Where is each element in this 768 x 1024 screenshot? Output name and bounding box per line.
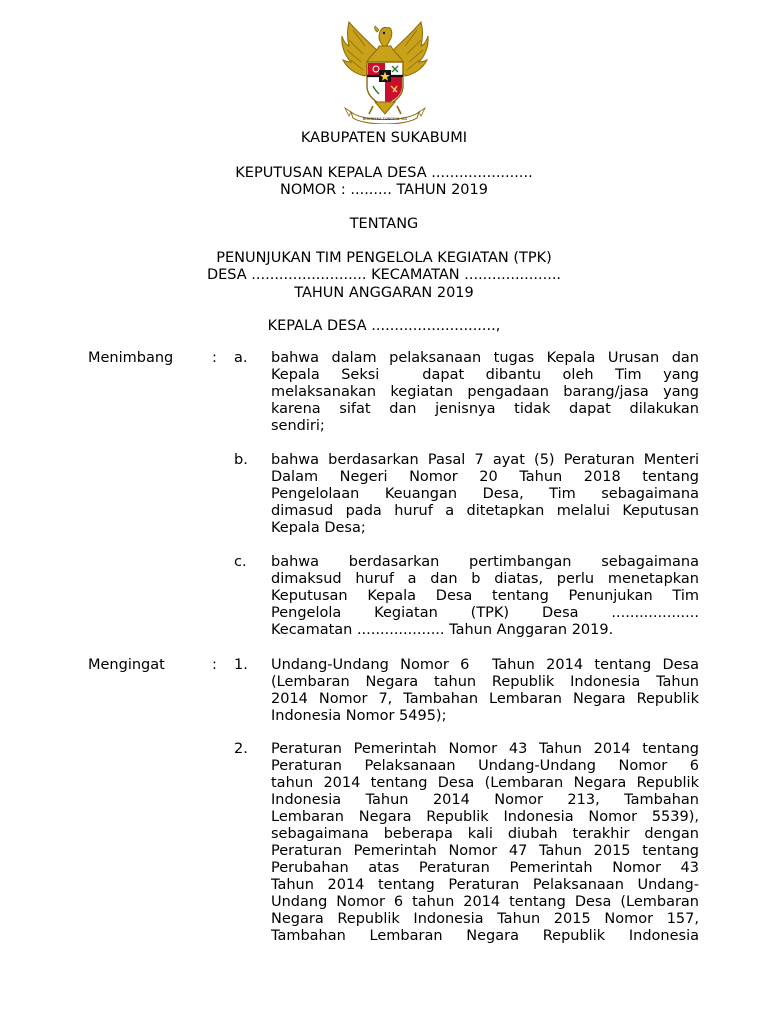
item-marker: 1. — [234, 657, 248, 673]
menimbang-label: Menimbang — [88, 350, 174, 366]
text-line: Peraturan Pelaksanaan Undang-Undang Nomor 6 — [271, 758, 699, 774]
text-line: Keputusan Kepala Desa tentang Penunjukan Tim — [271, 588, 699, 604]
text-line: Lembaran Negara Republik Indonesia Nomor 5539), — [271, 809, 699, 825]
consideration-a — [271, 350, 699, 435]
text-line: Dalam Negeri Nomor 20 Tahun 2018 tentang — [271, 469, 699, 485]
text-line: karena sifat dan jenisnya tidak dapat dilakukan — [271, 401, 699, 417]
text-line: bahwa berdasarkan pertimbangan sebagaimana — [271, 554, 699, 570]
regency-title: KABUPATEN SUKABUMI — [300, 130, 468, 146]
issuer-line: KEPALA DESA ..........................., — [267, 318, 501, 334]
decree-title: KEPUTUSAN KEPALA DESA ...................... — [235, 165, 533, 181]
text-line: Kepala Desa; — [271, 520, 366, 536]
menimbang-colon: : — [212, 350, 217, 366]
text-line: sendiri; — [271, 418, 325, 434]
text-line: bahwa berdasarkan Pasal 7 ayat (5) Peraturan Menteri — [271, 452, 699, 468]
item-marker: a. — [234, 350, 248, 366]
subject-line-2: DESA ......................... KECAMATAN ..................... — [206, 267, 562, 283]
text-line: Pengelolaan Keuangan Desa, Tim sebagaimana — [271, 486, 699, 502]
text-line: Pengelola Kegiatan (TPK) Desa ................... — [271, 605, 699, 621]
garuda-emblem-icon — [339, 16, 431, 124]
text-line: Indonesia Tahun 2014 Nomor 213, Tambahan — [271, 792, 699, 808]
text-line: sebagaimana beberapa kali diubah terakhir dengan — [271, 826, 699, 842]
text-line: Indonesia Nomor 5495); — [271, 708, 447, 724]
text-line: (Lembaran Negara tahun Republik Indonesia Tahun — [271, 674, 699, 690]
text-line: Perubahan atas Peraturan Pemerintah Nomor 43 — [271, 860, 699, 876]
mengingat-label: Mengingat — [88, 657, 165, 673]
text-line: Undang Nomor 6 tahun 2014 tentang Desa (Lembaran — [271, 894, 699, 910]
item-marker: b. — [234, 452, 248, 468]
text-line: Tambahan Lembaran Negara Republik Indonesia — [271, 928, 699, 944]
text-line: dimaksud huruf a dan b diatas, perlu menetapkan — [271, 571, 699, 587]
text-line: melaksanakan kegiatan pengadaan barang/jasa yang — [271, 384, 699, 400]
text-line: bahwa dalam pelaksanaan tugas Kepala Urusan dan — [271, 350, 699, 366]
text-line: Peraturan Pemerintah Nomor 43 Tahun 2014 tentang — [271, 741, 699, 757]
text-line: tahun 2014 tentang Desa (Lembaran Negara Republik — [271, 775, 699, 791]
consideration-b — [271, 452, 699, 537]
item-marker: 2. — [234, 741, 248, 757]
legal-basis-1 — [271, 657, 699, 725]
emblem-motto: BHINNEKA TUNGGAL IKA — [362, 117, 408, 121]
text-line: Kecamatan ................... Tahun Anggaran 2019. — [271, 622, 614, 638]
decree-number: NOMOR : ......... TAHUN 2019 — [280, 182, 488, 198]
text-line: Undang-Undang Nomor 6 Tahun 2014 tentang Desa — [271, 657, 699, 673]
text-line: dimasud pada huruf a ditetapkan melalui Keputusan — [271, 503, 699, 519]
about-heading: TENTANG — [349, 216, 419, 232]
subject-line-3: TAHUN ANGGARAN 2019 — [294, 285, 474, 301]
legal-basis-2 — [271, 741, 699, 945]
mengingat-colon: : — [212, 657, 217, 673]
text-line: Negara Republik Indonesia Tahun 2015 Nomor 157, — [271, 911, 699, 927]
text-line: 2014 Nomor 7, Tambahan Lembaran Negara Republik — [271, 691, 699, 707]
subject-line-1: PENUNJUKAN TIM PENGELOLA KEGIATAN (TPK) — [216, 250, 552, 266]
consideration-c — [271, 554, 699, 639]
text-line: Peraturan Pemerintah Nomor 47 Tahun 2015 tentang — [271, 843, 699, 859]
text-line: Tahun 2014 tentang Peraturan Pelaksanaan Undang- — [271, 877, 699, 893]
item-marker: c. — [234, 554, 247, 570]
text-line: Kepala Seksi dapat dibantu oleh Tim yang — [271, 367, 699, 383]
